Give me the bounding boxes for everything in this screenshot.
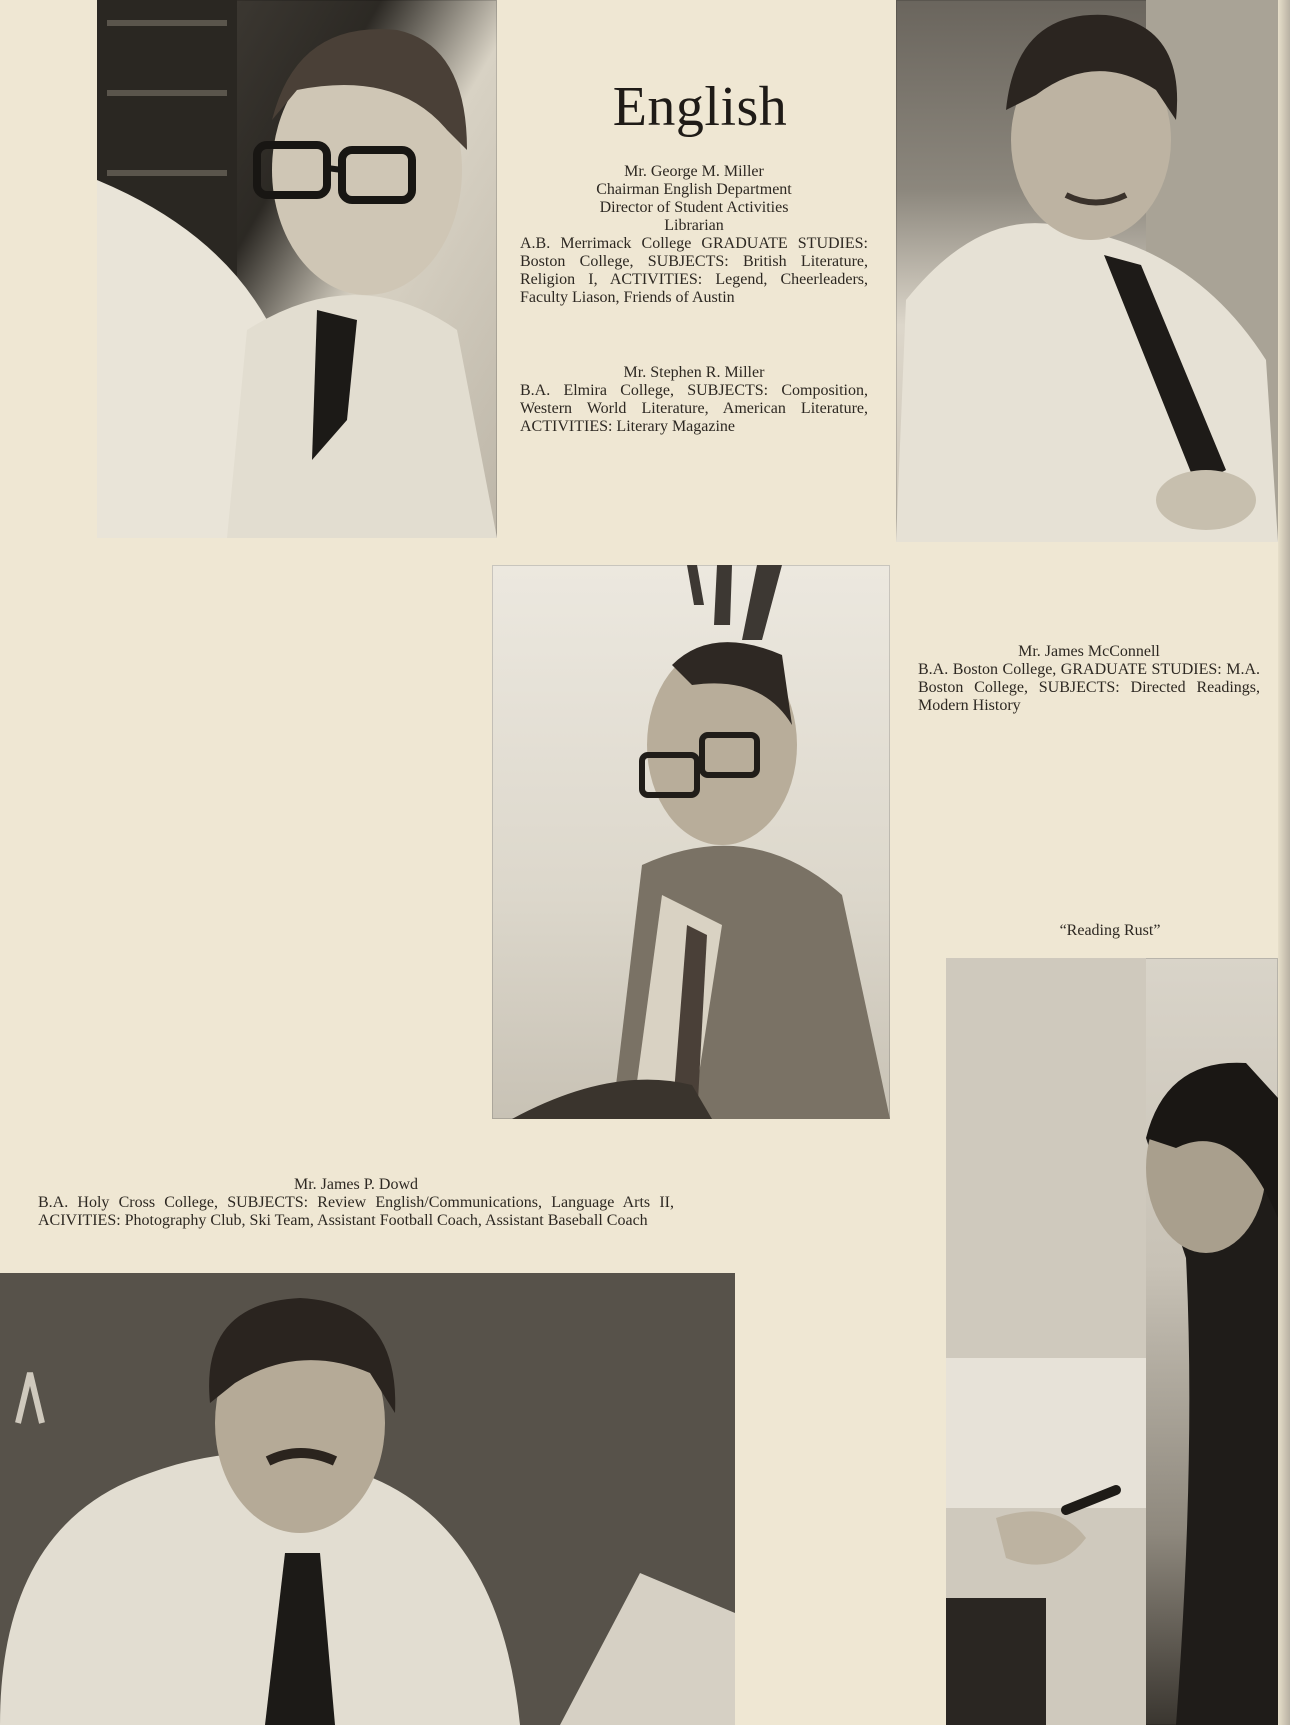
faculty-details: B.A. Boston College, GRADUATE STUDIES: M.A. Boston College, SUBJECTS: Directed Readings, Modern History xyxy=(918,661,1260,714)
page-title: English xyxy=(612,76,788,138)
faculty-details: B.A. Elmira College, SUBJECTS: Composition, Western World Literature, American Literature, ACTIVITIES: Literary Magazine xyxy=(520,382,868,435)
faculty-name: Mr. James McConnell xyxy=(1018,643,1160,660)
caption-james-mcconnell xyxy=(918,643,1260,715)
faculty-role: Chairman English Department xyxy=(596,181,792,198)
caption-james-dowd xyxy=(38,1176,674,1230)
photo-james-dowd xyxy=(0,1273,735,1725)
faculty-details: B.A. Holy Cross College, SUBJECTS: Review English/Communications, Language Arts II, ACIVITIES: Photography Club, Ski Team, Assistant Football Coach, Assistant Baseball Coach xyxy=(38,1194,674,1229)
photo-caption: “Reading Rust” xyxy=(1059,922,1161,939)
caption-stephen-miller xyxy=(520,364,868,436)
photo-stephen-miller xyxy=(896,0,1278,542)
faculty-name: Mr. Stephen R. Miller xyxy=(623,364,765,381)
photo-reading-rust xyxy=(946,958,1278,1725)
photo-james-mcconnell xyxy=(492,565,890,1119)
faculty-role: Librarian xyxy=(664,217,724,234)
photo-george-miller xyxy=(97,0,497,538)
faculty-role: Director of Student Activities xyxy=(599,199,789,216)
faculty-name: Mr. George M. Miller xyxy=(624,163,764,180)
faculty-details: A.B. Merrimack College GRADUATE STUDIES: Boston College, SUBJECTS: British Literature, Religion I, ACTIVITIES: Legend, Cheerleaders, Faculty Liason, Friends of Austin xyxy=(520,235,868,306)
caption-george-miller xyxy=(520,163,868,307)
faculty-name: Mr. James P. Dowd xyxy=(293,1176,418,1193)
page-edge xyxy=(1278,0,1290,1725)
